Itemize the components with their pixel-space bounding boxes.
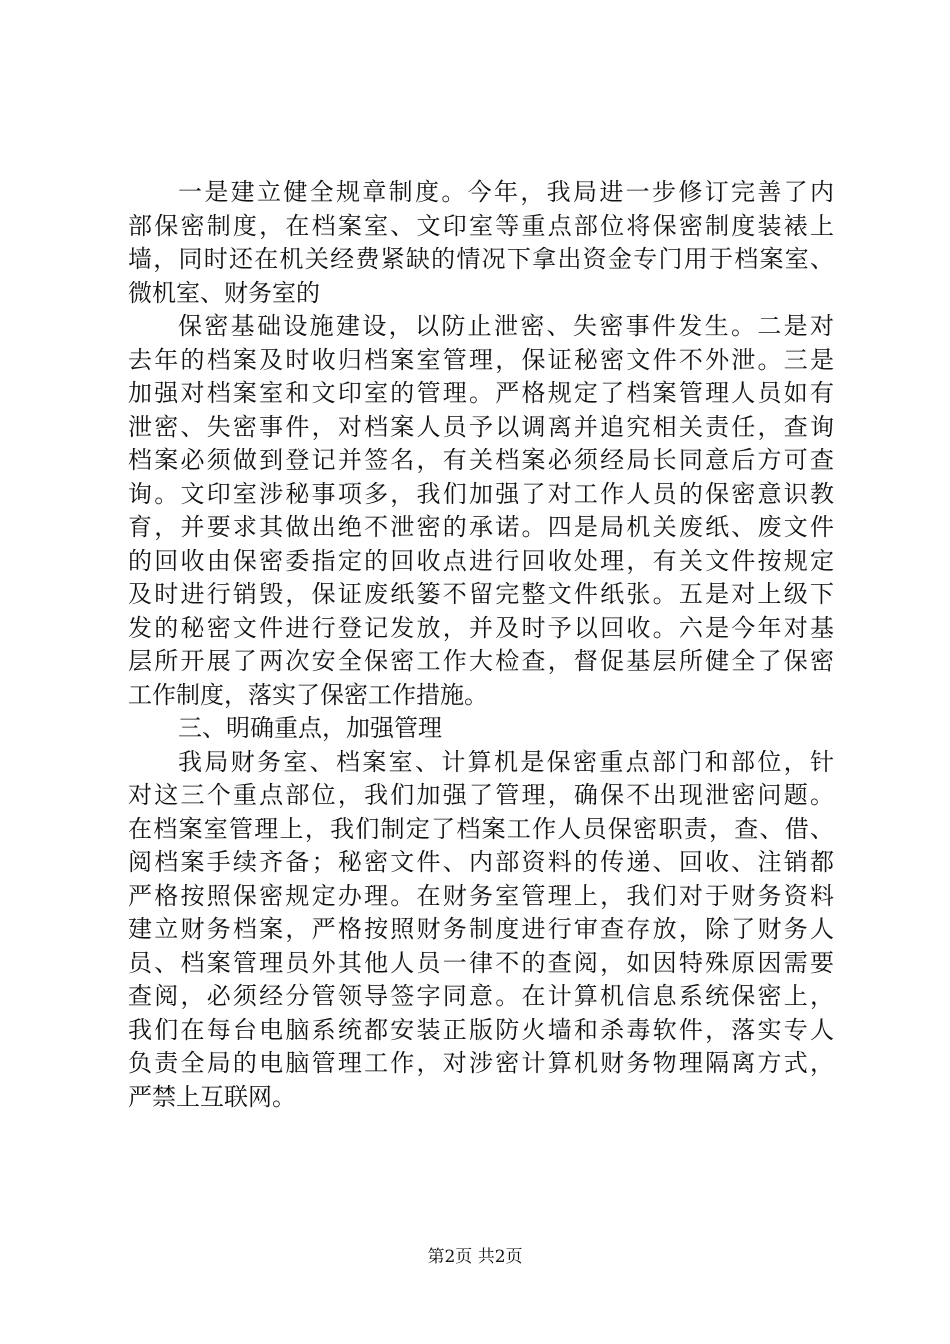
- paragraph-line: 查阅，必须经分管领导签字同意。在计算机信息系统保密上，: [128, 982, 834, 1010]
- paragraph-line: 部保密制度，在档案室、文印室等重点部位将保密制度装裱上: [128, 211, 834, 240]
- paragraph-line: 发的秘密文件进行登记发放，并及时予以回收。六是今年对基: [128, 613, 834, 642]
- paragraph-line: 墙，同时还在机关经费紧缺的情况下拿出资金专门用于档案室、: [128, 245, 834, 273]
- paragraph-line: 泄密、失密事件，对档案人员予以调离并追究相关责任，查询: [128, 412, 834, 441]
- paragraph-line: 严禁上互联网。: [128, 1082, 296, 1111]
- paragraph-line: 微机室、财务室的: [128, 278, 320, 307]
- paragraph-line: 及时进行销毁，保证废纸篓不留完整文件纸张。五是对上级下: [128, 580, 834, 608]
- paragraph-line: 保密基础设施建设，以防止泄密、失密事件发生。二是对: [178, 312, 834, 340]
- document-body: [128, 176, 834, 1114]
- paragraph-line: 员、档案管理员外其他人员一律不的查阅，如因特殊原因需要: [128, 948, 834, 977]
- paragraph-line: 负责全局的电脑管理工作，对涉密计算机财务物理隔离方式，: [128, 1049, 834, 1077]
- paragraph-line: 对这三个重点部位，我们加强了管理，确保不出现泄密问题。: [128, 781, 834, 809]
- paragraph-line: 我局财务室、档案室、计算机是保密重点部门和部位，针: [178, 747, 834, 776]
- paragraph-line: 的回收由保密委指定的回收点进行回收处理，有关文件按规定: [128, 546, 834, 575]
- page-number-footer: 第2页 共2页: [427, 1247, 523, 1267]
- paragraph-line: 工作制度，落实了保密工作措施。: [128, 680, 488, 709]
- paragraph-line: 建立财务档案，严格按照财务制度进行审查存放，除了财务人: [128, 915, 834, 943]
- paragraph-line: 在档案室管理上，我们制定了档案工作人员保密职责，查、借、: [128, 814, 834, 843]
- paragraph-line: 加强对档案室和文印室的管理。严格规定了档案管理人员如有: [128, 379, 834, 407]
- paragraph-line: 询。文印室涉秘事项多，我们加强了对工作人员的保密意识教: [128, 479, 834, 508]
- paragraph-line: 档案必须做到登记并签名，有关档案必须经局长同意后方可查: [128, 446, 834, 474]
- paragraph-line: 育，并要求其做出绝不泄密的承诺。四是局机关废纸、废文件: [128, 513, 834, 541]
- paragraph-line: 层所开展了两次安全保密工作大检查，督促基层所健全了保密: [128, 647, 834, 675]
- paragraph-line: 一是建立健全规章制度。今年，我局进一步修订完善了内: [178, 178, 834, 206]
- paragraph-line: 我们在每台电脑系统都安装正版防火墙和杀毒软件，落实专人: [128, 1015, 834, 1044]
- paragraph-line: 阅档案手续齐备；秘密文件、内部资料的传递、回收、注销都: [128, 848, 834, 876]
- paragraph-line: 严格按照保密规定办理。在财务室管理上，我们对于财务资料: [128, 881, 834, 910]
- section-heading: 三、明确重点，加强管理: [178, 714, 442, 742]
- paragraph-line: 去年的档案及时收归档案室管理，保证秘密文件不外泄。三是: [128, 345, 834, 374]
